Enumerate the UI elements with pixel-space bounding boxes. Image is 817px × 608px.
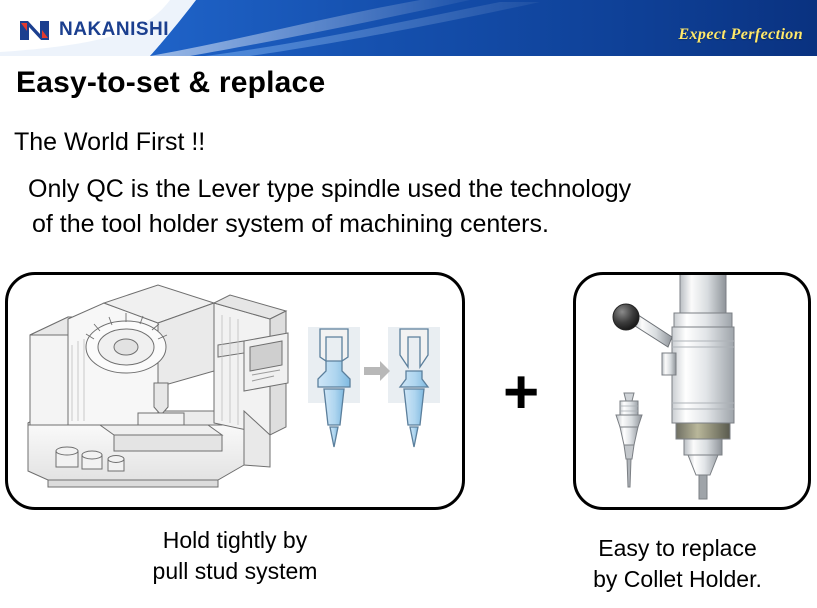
right-caption-line-2: by Collet Holder. bbox=[593, 566, 762, 593]
nakanishi-n-mark-icon bbox=[18, 18, 52, 42]
right-caption bbox=[540, 533, 815, 595]
paragraph-line-2: of the tool holder system of machining centers. bbox=[32, 209, 549, 238]
left-caption-line-2: pull stud system bbox=[152, 558, 318, 585]
paragraph-line-1: Only QC is the Lever type spindle used the technology bbox=[28, 175, 632, 203]
lever-type-spindle-with-collet-holder bbox=[576, 275, 808, 507]
left-caption bbox=[60, 525, 410, 587]
right-caption-line-1: Easy to replace bbox=[598, 535, 757, 561]
lead-text: The World First !! bbox=[14, 128, 206, 156]
brand-name: NAKANISHI bbox=[59, 19, 170, 40]
tagline: Expect Perfection bbox=[678, 26, 803, 43]
plus-operator: + bbox=[503, 358, 540, 427]
page-title: Easy-to-set & replace bbox=[16, 66, 326, 99]
left-caption-line-1: Hold tightly by bbox=[162, 527, 308, 553]
brand-logo bbox=[18, 18, 169, 42]
machining-center-and-pull-stud-diagram bbox=[8, 275, 462, 507]
right-figure-panel bbox=[573, 272, 811, 510]
body-paragraph bbox=[28, 172, 817, 241]
slide-header bbox=[0, 0, 817, 56]
left-figure-panel bbox=[5, 272, 465, 510]
